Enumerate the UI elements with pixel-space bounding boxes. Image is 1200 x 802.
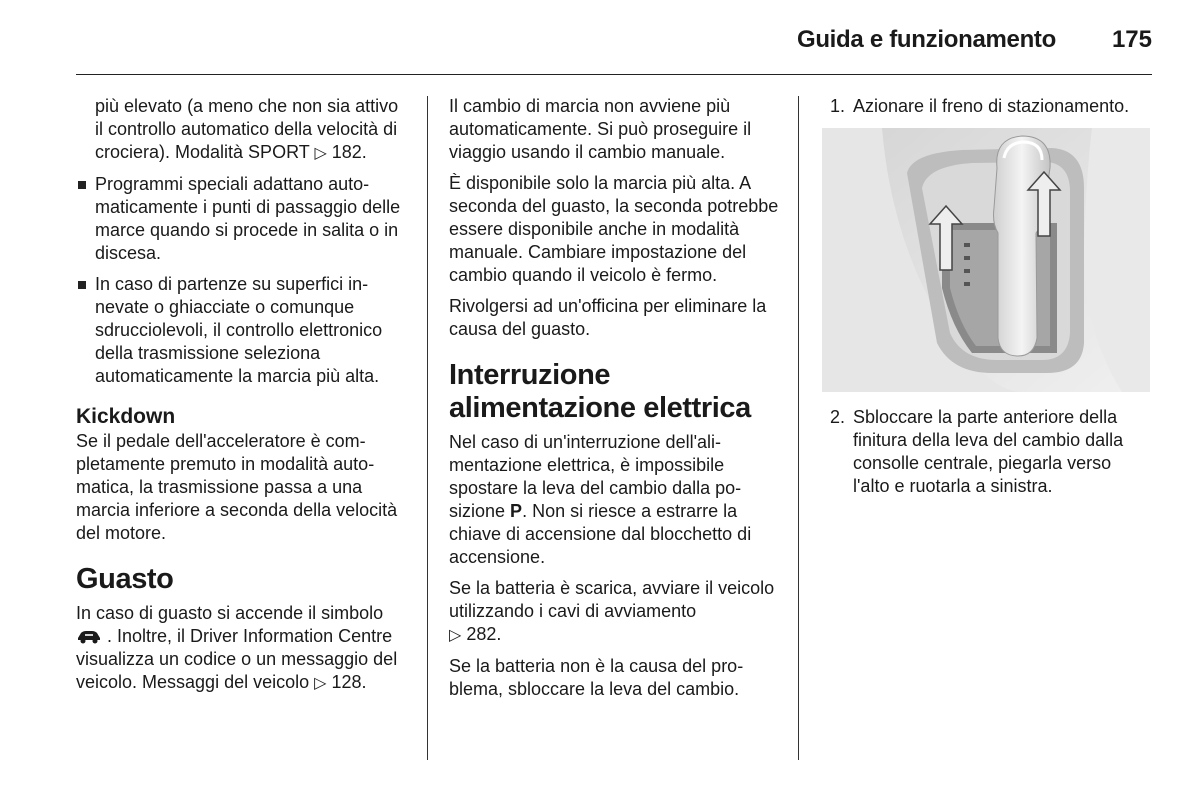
section-heading: Interruzione alimentazione elettrica [449,359,751,424]
guasto-heading: Guasto [76,563,174,595]
paragraph: Nel caso di un'interruzione dell'alimentazione elettrica, è impossibile spostare la leva del cambio dalla posizione P. Non si riesce a estrarre la chiave di accensione dal blocchetto di accensione. [449,432,752,567]
gear-position-p: P [510,501,523,521]
bullet-item: In caso di partenze su superfici innevate o ghiacciate o comunque sdrucciolevoli, il controllo elettronico della trasmissione seleziona automaticamente la marcia più alta. [76,273,408,388]
paragraph: Se la batteria non è la causa del problema, sbloccare la leva del cambio. [449,656,744,699]
header-title: Guida e funzionamento [796,26,1056,53]
column-divider-2 [798,96,799,760]
arrow-ref-icon: ▷ [449,627,462,644]
paragraph: Rivolgersi ad un'officina per eliminare la causa del guasto. [449,296,767,339]
kickdown-text: Se il pedale dell'acceleratore è completamente premuto in modalità automatica, la trasmissione passa a una marcia inferiore a seconda della velocità del motore. [76,431,398,543]
paragraph: È disponibile solo la marcia più alta. A seconda del guasto, la seconda potrebbe essere disponibile anche in modalità manuale. Cambiare impostazione del cambio quando il veicolo è fermo. [449,173,779,285]
header-rule [76,74,1152,75]
paragraph: Il cambio di marcia non avviene più automaticamente. Si può proseguire il viaggio usando il cambio manuale. [449,96,752,162]
bullet-square-icon [78,181,86,189]
column-divider-1 [427,96,428,760]
column-1 [76,95,408,703]
arrow-ref-icon: ▷ [314,675,327,692]
bullet-square-icon [78,281,86,289]
column-2 [449,95,781,709]
page-number: 175 [1111,26,1152,53]
continued-paragraph: più elevato (a meno che non sia attivo il controllo automatico della velocità di crociera). Modalità SPORT ▷ 182. [76,95,408,165]
step-1: 1. Azionare il freno di stazionamento. [830,96,1130,116]
guasto-text: In caso di guasto si accende il simbolo . Inoltre, il Driver Information Centre visualizza un codice o un messaggio del veicolo. Messaggi del veicolo ▷ 128. [76,602,408,695]
bullet-item: Programmi speciali adattano automaticamente i punti di passaggio delle marce quando si procede in salita o in discesa. [76,173,408,265]
kickdown-heading: Kickdown [76,405,176,428]
gear-lever-illustration [822,128,1150,392]
arrow-ref-icon: ▷ [314,145,327,162]
paragraph: Se la batteria è scarica, avviare il veicolo utilizzando i cavi di avviamento ▷ 282. [449,577,781,647]
car-wrench-icon [76,628,102,644]
step-2: 2. Sbloccare la parte anteriore della finitura della leva del cambio dalla consolle centrale, piegarla verso l'alto e ruotarla a sinistra. [830,407,1124,496]
column-3 [830,95,1152,508]
